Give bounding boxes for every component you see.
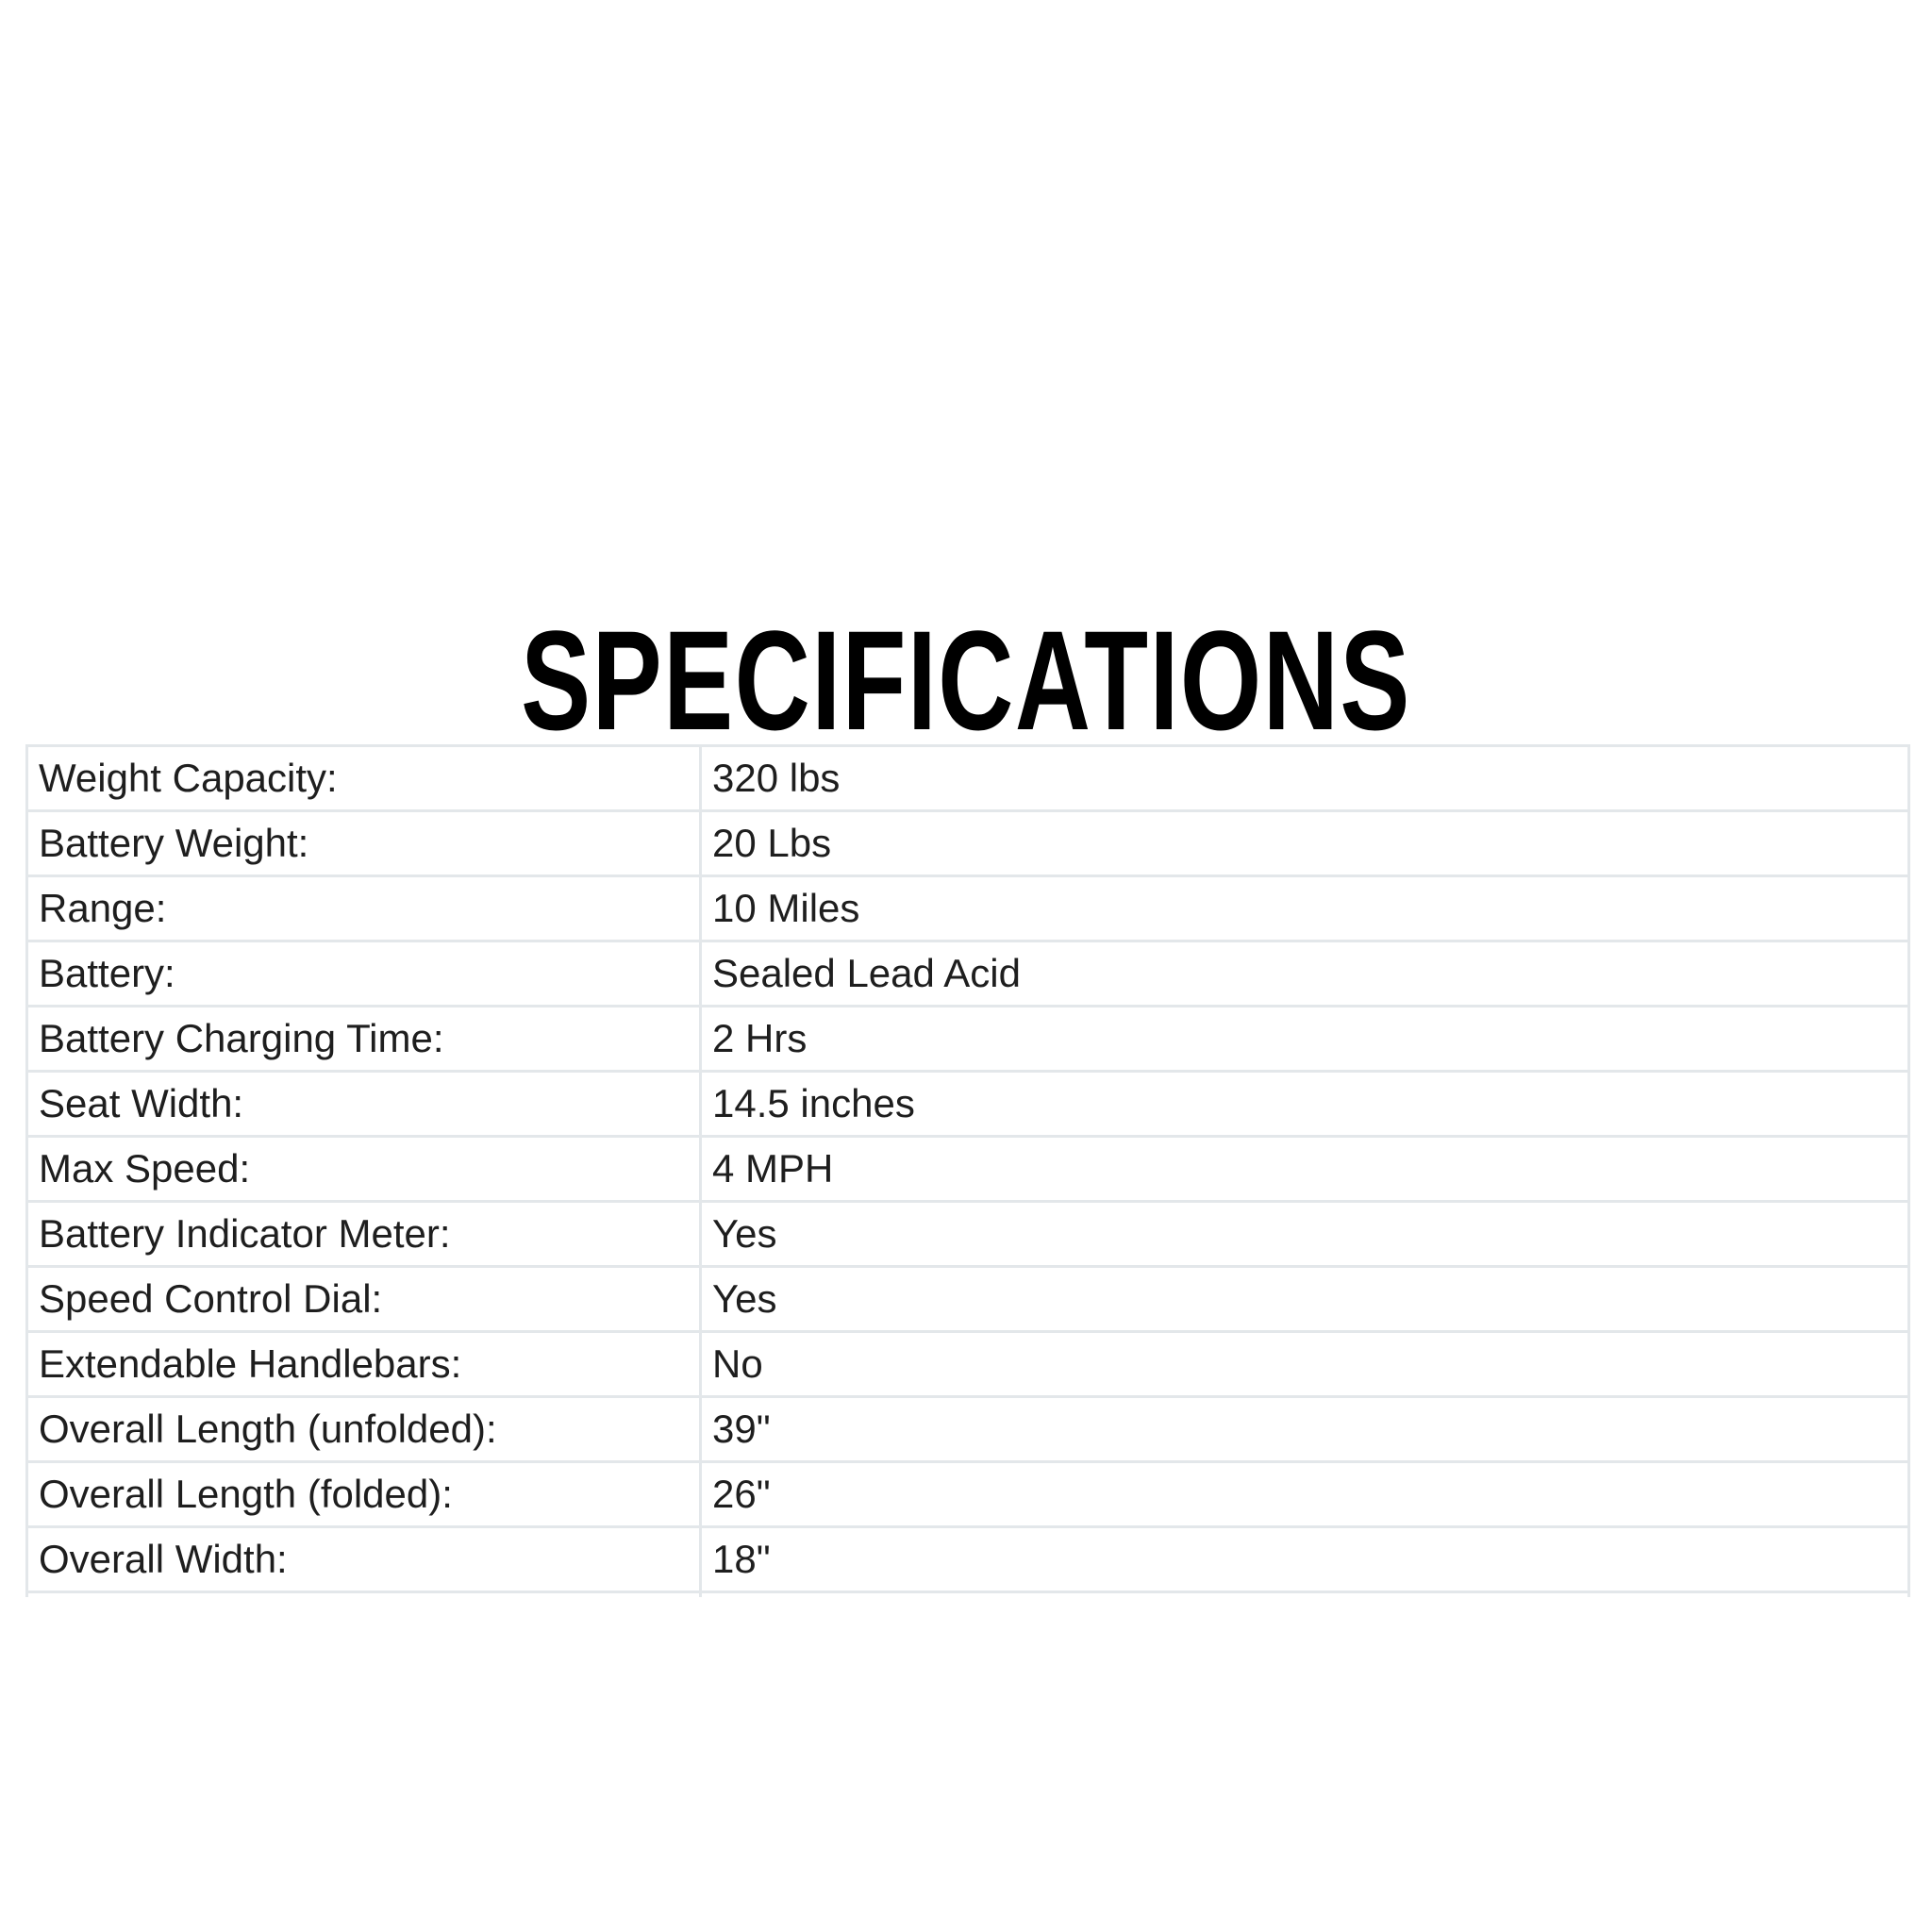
spec-value-overall-width: 18" xyxy=(701,1527,1909,1592)
specifications-table xyxy=(25,744,1910,1597)
spec-value-range: 10 Miles xyxy=(701,876,1909,941)
spec-label-weight-capacity: Weight Capacity: xyxy=(27,746,701,811)
spec-label-battery-indicator-meter: Battery Indicator Meter: xyxy=(27,1202,701,1267)
table-row xyxy=(27,1267,1909,1332)
spec-label-seat-width: Seat Width: xyxy=(27,1072,701,1137)
spec-label-battery-charging-time: Battery Charging Time: xyxy=(27,1007,701,1072)
table-row xyxy=(27,1007,1909,1072)
spec-label-battery: Battery: xyxy=(27,941,701,1007)
table-row xyxy=(27,1072,1909,1137)
spec-value-extendable-handlebars: No xyxy=(701,1332,1909,1397)
table-row xyxy=(27,1202,1909,1267)
table-row xyxy=(27,1462,1909,1527)
empty-cell xyxy=(701,1592,1909,1598)
table-row xyxy=(27,941,1909,1007)
table-row xyxy=(27,1527,1909,1592)
table-row xyxy=(27,1332,1909,1397)
page-title: SPECIFICATIONS xyxy=(521,600,1411,759)
empty-cell xyxy=(27,1592,701,1598)
spec-label-overall-width: Overall Width: xyxy=(27,1527,701,1592)
table-row xyxy=(27,876,1909,941)
table-row xyxy=(27,1137,1909,1202)
spec-value-battery-indicator-meter: Yes xyxy=(701,1202,1909,1267)
spec-value-weight-capacity: 320 lbs xyxy=(701,746,1909,811)
table-row xyxy=(27,1397,1909,1462)
spec-value-overall-length-folded: 26" xyxy=(701,1462,1909,1527)
table-row xyxy=(27,811,1909,876)
spec-label-overall-length-folded: Overall Length (folded): xyxy=(27,1462,701,1527)
spec-label-max-speed: Max Speed: xyxy=(27,1137,701,1202)
spec-value-max-speed: 4 MPH xyxy=(701,1137,1909,1202)
spec-value-battery: Sealed Lead Acid xyxy=(701,941,1909,1007)
spec-value-overall-length-unfolded: 39" xyxy=(701,1397,1909,1462)
spec-value-speed-control-dial: Yes xyxy=(701,1267,1909,1332)
spec-label-battery-weight: Battery Weight: xyxy=(27,811,701,876)
table-row xyxy=(27,746,1909,811)
spec-label-overall-length-unfolded: Overall Length (unfolded): xyxy=(27,1397,701,1462)
spec-value-battery-charging-time: 2 Hrs xyxy=(701,1007,1909,1072)
spec-value-seat-width: 14.5 inches xyxy=(701,1072,1909,1137)
spec-label-speed-control-dial: Speed Control Dial: xyxy=(27,1267,701,1332)
spec-label-extendable-handlebars: Extendable Handlebars: xyxy=(27,1332,701,1397)
spec-value-battery-weight: 20 Lbs xyxy=(701,811,1909,876)
table-row-cut-off xyxy=(27,1592,1909,1598)
spec-label-range: Range: xyxy=(27,876,701,941)
